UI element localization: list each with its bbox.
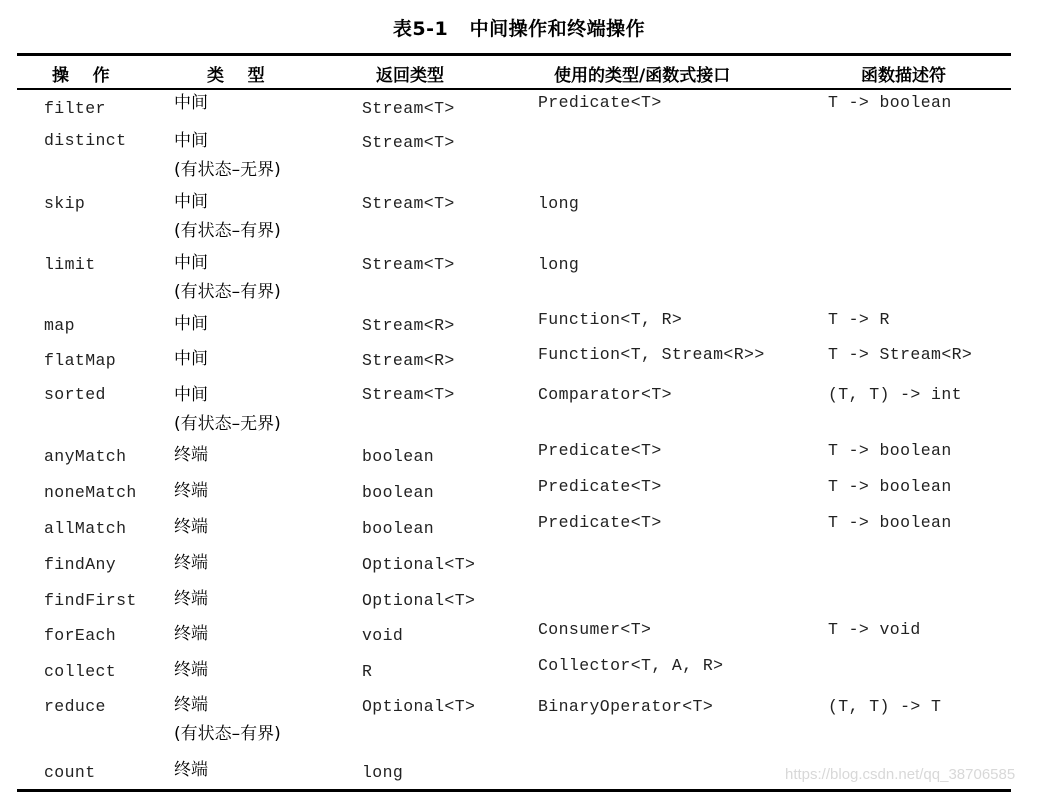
type-note: (有状态–有界) [174,724,281,744]
cell-interface: long [538,194,580,213]
cell-return-type: void [362,626,404,645]
cell-operation: anyMatch [44,447,127,466]
cell-operation: findAny [44,555,117,574]
cell-interface: Comparator<T> [538,385,672,404]
cell-type: 终端 [174,660,208,680]
cell-interface: Predicate<T> [538,93,662,112]
cell-type: 终端 [174,589,208,609]
type-note: (有状态–有界) [174,282,281,302]
cell-return-type: Stream<R> [362,351,455,370]
cell-descriptor: T -> void [828,620,921,639]
cell-return-type: Stream<T> [362,99,455,118]
cell-operation: count [44,763,96,782]
table-header-rule [17,88,1011,90]
cell-interface: Consumer<T> [538,620,652,639]
cell-return-type: R [362,662,373,681]
cell-operation: skip [44,194,86,213]
cell-return-type: Optional<T> [362,555,476,574]
cell-return-type: Stream<R> [362,316,455,335]
cell-return-type: Optional<T> [362,697,476,716]
cell-interface: Function<T, Stream<R>> [538,345,765,364]
type-value: 中间 [174,385,208,405]
cell-type [174,381,281,439]
type-value: 终端 [174,695,208,715]
cell-return-type: Stream<T> [362,255,455,274]
cell-type: 终端 [174,553,208,573]
cell-type: 中间 [174,349,208,369]
cell-operation: noneMatch [44,483,137,502]
cell-type [174,188,281,246]
cell-type: 中间 [174,93,208,113]
cell-operation: forEach [44,626,117,645]
cell-interface: Predicate<T> [538,513,662,532]
type-note: (有状态–有界) [174,221,281,241]
watermark: https://blog.csdn.net/qq_38706585 [785,766,1016,783]
cell-interface: Collector<T, A, R> [538,656,724,675]
cell-descriptor: T -> boolean [828,441,952,460]
type-value: 中间 [174,192,208,212]
cell-operation: flatMap [44,351,117,370]
cell-type: 终端 [174,445,208,465]
cell-return-type: boolean [362,447,435,466]
cell-interface: Predicate<T> [538,477,662,496]
cell-descriptor: T -> boolean [828,477,952,496]
cell-return-type: Optional<T> [362,591,476,610]
type-note: (有状态–无界) [174,160,281,180]
cell-return-type: boolean [362,519,435,538]
cell-return-type: long [362,763,404,782]
cell-descriptor: (T, T) -> int [828,385,962,404]
cell-operation: filter [44,99,106,118]
cell-type: 终端 [174,624,208,644]
table-top-rule [17,53,1011,56]
header-interface: 使用的类型/函数式接口 [554,66,731,86]
cell-type: 终端 [174,517,208,537]
cell-descriptor: T -> R [828,310,890,329]
cell-operation: reduce [44,697,106,716]
cell-operation: collect [44,662,117,681]
cell-interface: long [538,255,580,274]
cell-descriptor: T -> boolean [828,513,952,532]
cell-operation: distinct [44,131,127,150]
cell-operation: map [44,316,75,335]
cell-return-type: Stream<T> [362,385,455,404]
table-bottom-rule [17,789,1011,792]
cell-type: 终端 [174,481,208,501]
cell-type [174,249,281,307]
cell-descriptor: (T, T) -> T [828,697,942,716]
cell-descriptor: T -> Stream<R> [828,345,973,364]
cell-operation: allMatch [44,519,127,538]
type-value: 中间 [174,131,208,151]
cell-type: 中间 [174,314,208,334]
header-return-type: 返回类型 [376,66,444,86]
cell-descriptor: T -> boolean [828,93,952,112]
type-value: 中间 [174,253,208,273]
cell-interface: Function<T, R> [538,310,683,329]
cell-type: 终端 [174,760,208,780]
header-descriptor: 函数描述符 [861,66,946,86]
cell-return-type: Stream<T> [362,194,455,213]
table-header [0,58,1038,88]
cell-interface: Predicate<T> [538,441,662,460]
header-type: 类 型 [207,66,265,86]
cell-operation: sorted [44,385,106,404]
table-caption: 表5-1 中间操作和终端操作 [392,18,646,40]
cell-interface: BinaryOperator<T> [538,697,714,716]
cell-type [174,691,281,749]
cell-return-type: Stream<T> [362,133,455,152]
cell-operation: limit [44,255,96,274]
cell-operation: findFirst [44,591,137,610]
cell-return-type: boolean [362,483,435,502]
cell-type [174,127,281,185]
type-note: (有状态–无界) [174,414,281,434]
header-operation: 操 作 [52,66,110,86]
